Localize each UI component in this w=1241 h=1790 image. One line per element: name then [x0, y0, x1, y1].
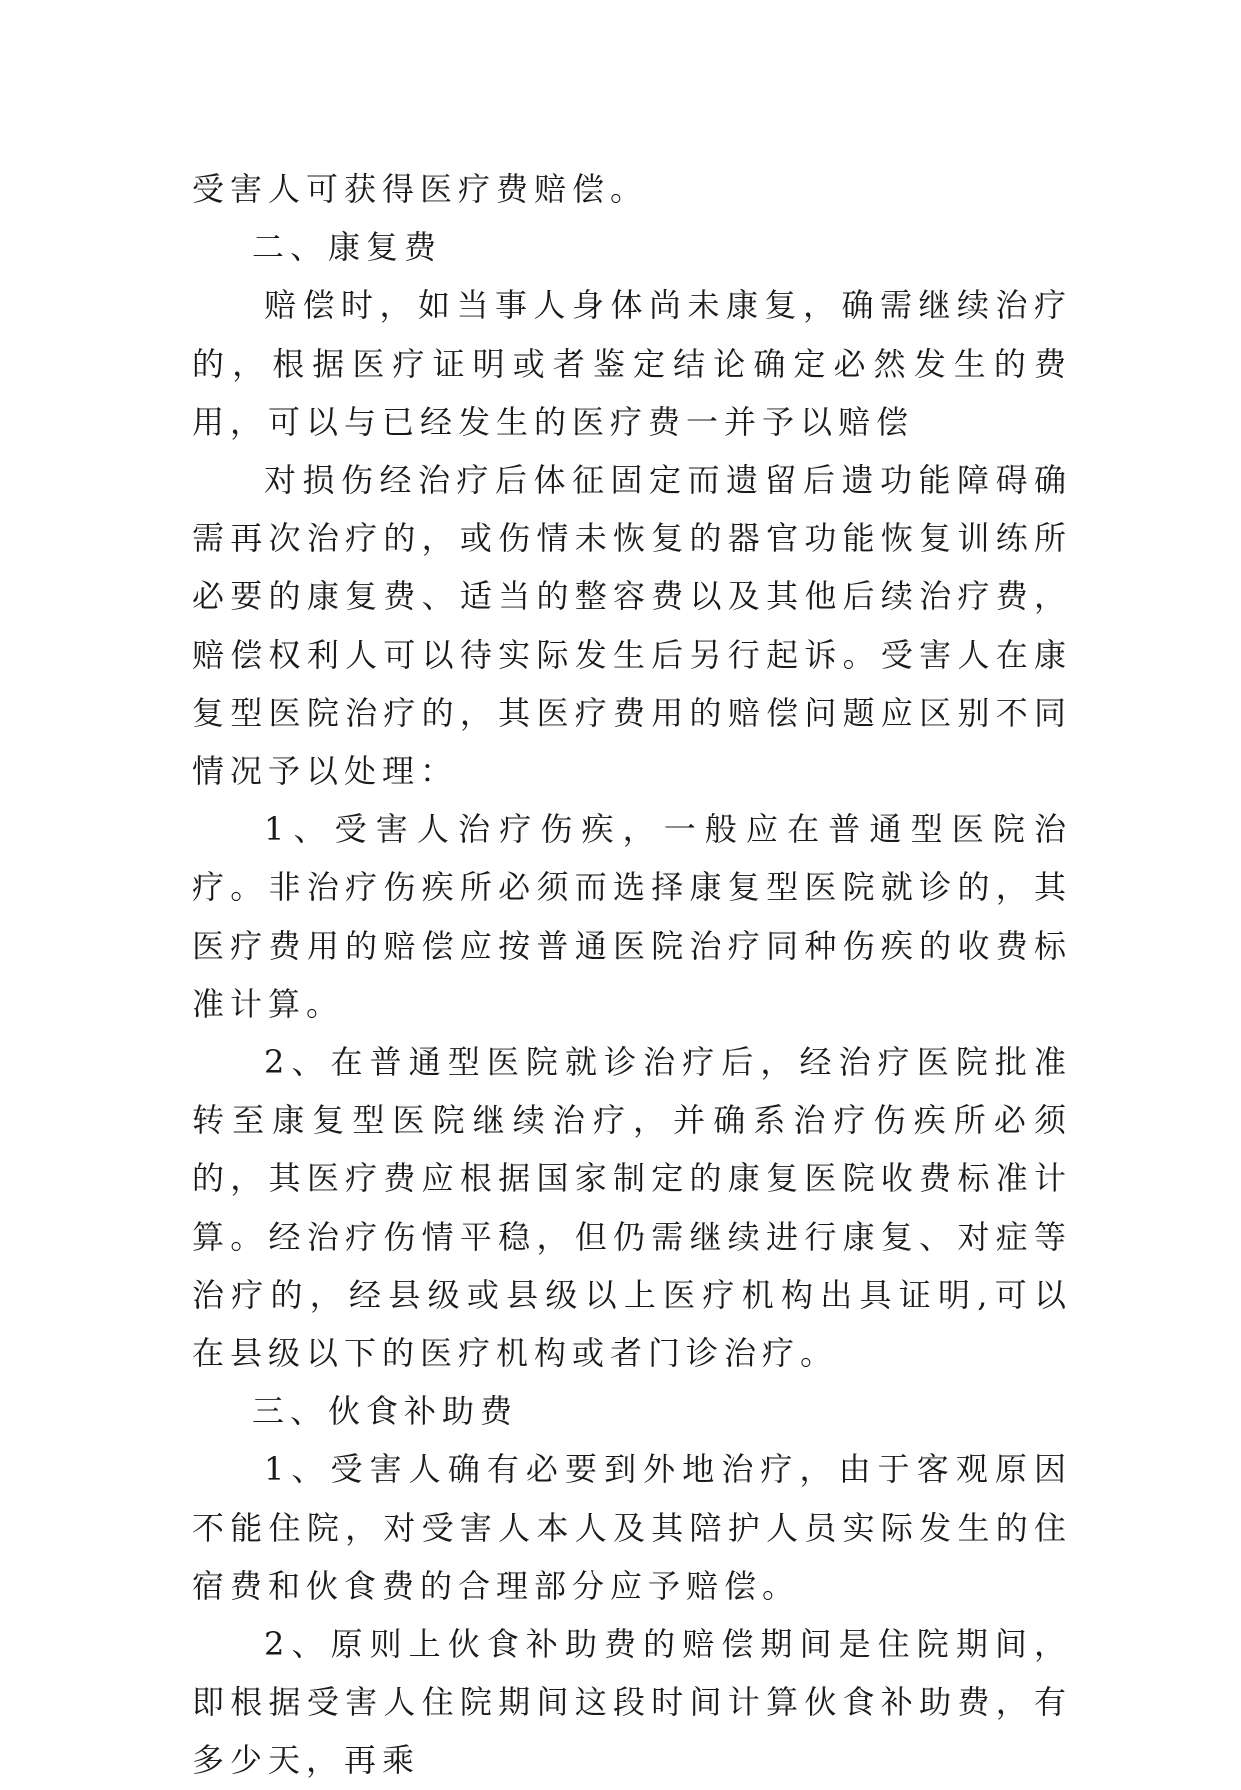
paragraph: 1、受害人确有必要到外地治疗，由于客观原因不能住院，对受害人本人及其陪护人员实际发生的住宿费和伙食费的合理部分应予赔偿。 [192, 1450, 1072, 1605]
paragraph-continuation: 受害人可获得医疗费赔偿。 [192, 170, 649, 208]
paragraph: 赔偿时，如当事人身体尚未康复，确需继续治疗的，根据医疗证明或者鉴定结论确定必然发生的费用，可以与已经发生的医疗费一并予以赔偿 [192, 286, 1072, 441]
paragraph: 2、原则上伙食补助费的赔偿期间是住院期间，即根据受害人住院期间这段时间计算伙食补助费，有多少天，再乘 [192, 1625, 1072, 1780]
paragraph: 对损伤经治疗后体征固定而遗留后遗功能障碍确需再次治疗的，或伤情未恢复的器官功能恢复训练所必要的康复费、适当的整容费以及其他后续治疗费，赔偿权利人可以待实际发生后另行起诉。受害人在康复型医院治疗的，其医疗费用的赔偿问题应区别不同情况予以处理： [192, 461, 1072, 791]
section-heading-meal-subsidy: 三、伙食补助费 [252, 1392, 519, 1431]
paragraph: 2、在普通型医院就诊治疗后，经治疗医院批准转至康复型医院继续治疗，并确系治疗伤疾所必须的，其医疗费应根据国家制定的康复医院收费标准计算。经治疗伤情平稳，但仍需继续进行康复、对症等治疗的，经县级或县级以上医疗机构出具证明,可以在县级以下的医疗机构或者门诊治疗。 [192, 1043, 1072, 1373]
section-heading-rehabilitation: 二、康复费 [252, 228, 443, 267]
document-body [192, 160, 1072, 1790]
paragraph: 1、受害人治疗伤疾，一般应在普通型医院治疗。非治疗伤疾所必须而选择康复型医院就诊的，其医疗费用的赔偿应按普通医院治疗同种伤疾的收费标准计算。 [192, 810, 1072, 1023]
